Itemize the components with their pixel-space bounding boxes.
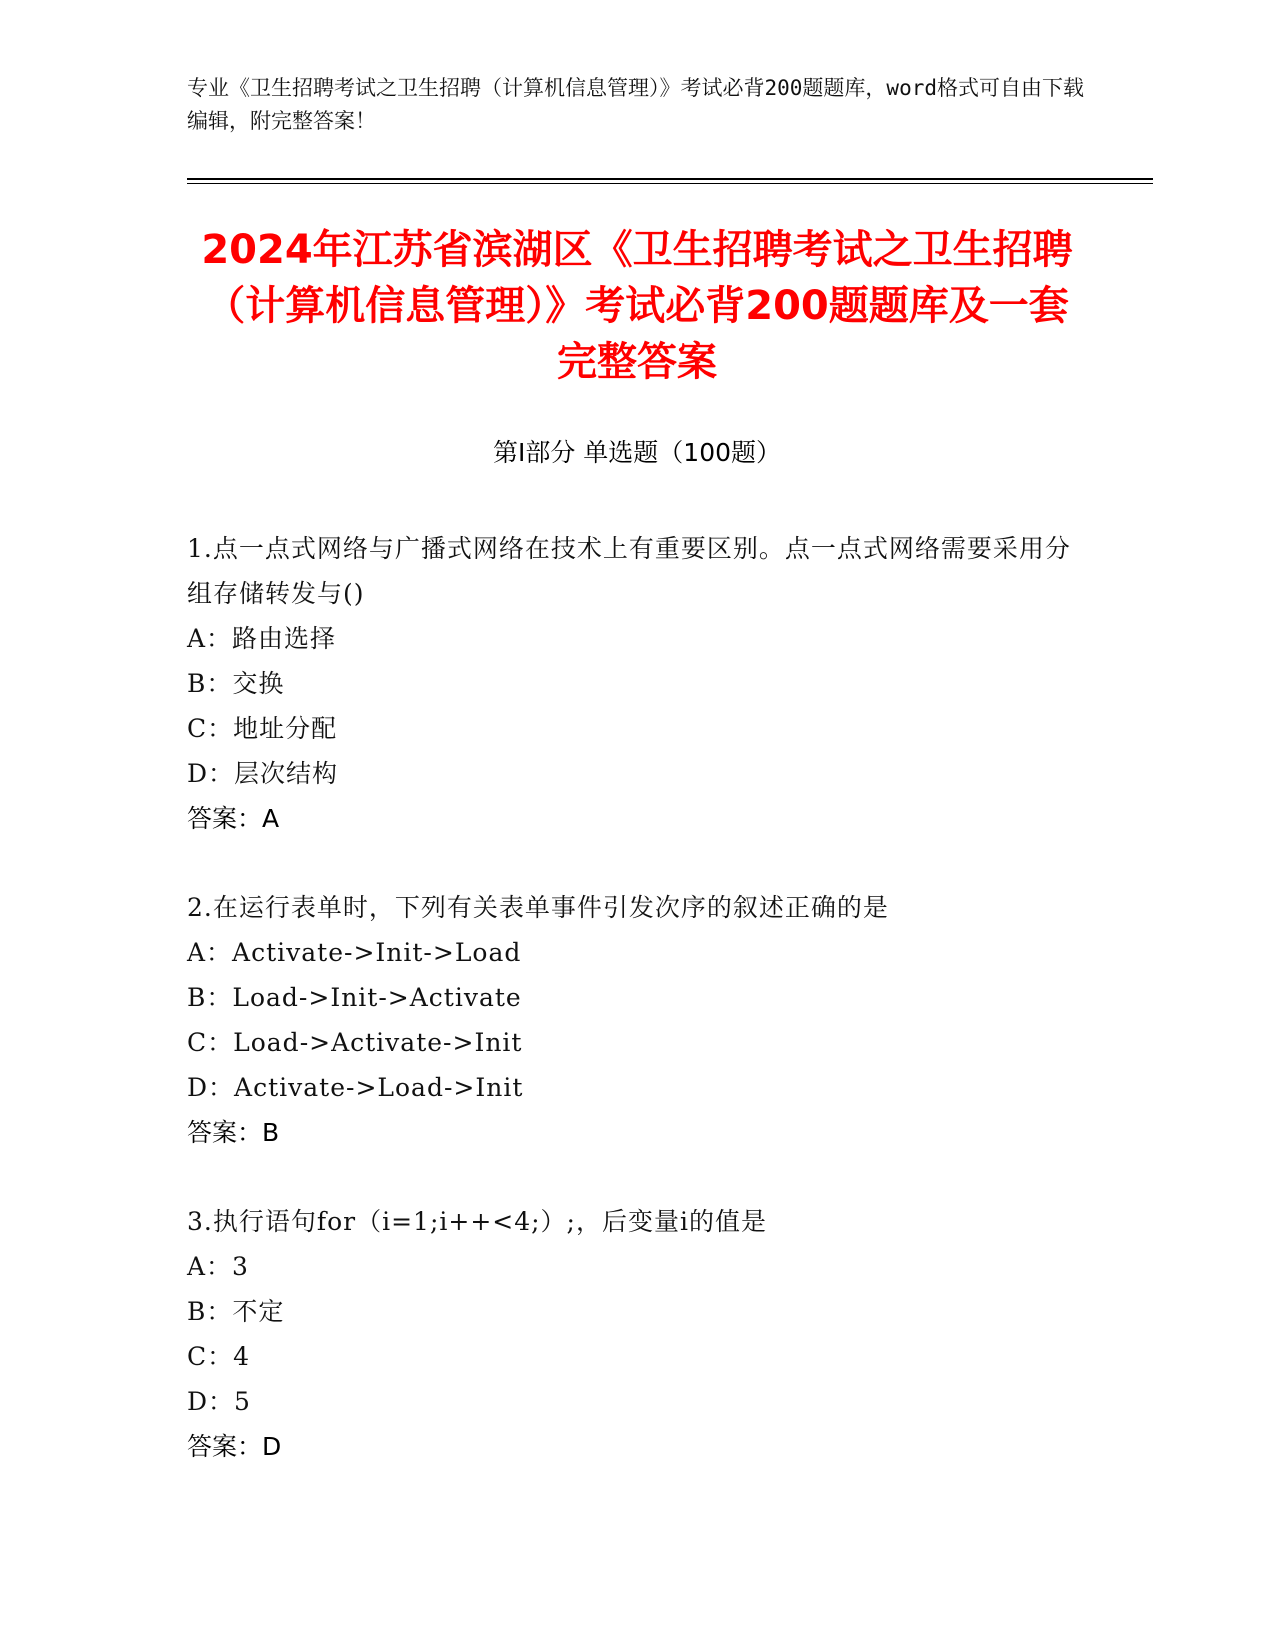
- question-stem: 3.执行语句for（i=1;i++<4;）;，后变量i的值是: [187, 1207, 767, 1236]
- option-b: B：不定: [187, 1297, 285, 1326]
- option-d: D：Activate->Load->Init: [187, 1073, 524, 1102]
- question-3: [187, 1199, 1087, 1469]
- header-divider-thin: [187, 183, 1153, 184]
- option-c: C：Load->Activate->Init: [187, 1028, 523, 1057]
- section-title: 第Ⅰ部分 单选题（100题）: [492, 438, 782, 467]
- option-a: A：3: [187, 1252, 249, 1281]
- option-b: B：Load->Init->Activate: [187, 983, 522, 1012]
- question-stem: 1.点一点式网络与广播式网络在技术上有重要区别。点一点式网络需要采用分组存储转发与(): [187, 534, 1071, 608]
- header-note: 专业《卫生招聘考试之卫生招聘（计算机信息管理）》考试必背200题题库，word格式可自由下载编辑，附完整答案！: [187, 76, 1084, 133]
- option-a: A：路由选择: [187, 624, 337, 653]
- option-b: B：交换: [187, 669, 285, 698]
- question-1: [187, 526, 1087, 841]
- question-2: [187, 885, 1087, 1155]
- question-answer: 答案：B: [187, 1118, 280, 1147]
- option-c: C：地址分配: [187, 714, 338, 743]
- question-answer: 答案：A: [187, 804, 280, 833]
- option-d: D：5: [187, 1387, 251, 1416]
- option-d: D：层次结构: [187, 759, 339, 788]
- document-title: 2024年江苏省滨湖区《卫生招聘考试之卫生招聘（计算机信息管理）》考试必背200题题库及一套完整答案: [201, 227, 1073, 385]
- option-a: A：Activate->Init->Load: [187, 938, 522, 967]
- header-divider-thick: [187, 178, 1153, 180]
- option-c: C：4: [187, 1342, 251, 1371]
- question-list: [187, 526, 1087, 1513]
- question-stem: 2.在运行表单时，下列有关表单事件引发次序的叙述正确的是: [187, 893, 889, 922]
- question-answer: 答案：D: [187, 1432, 282, 1461]
